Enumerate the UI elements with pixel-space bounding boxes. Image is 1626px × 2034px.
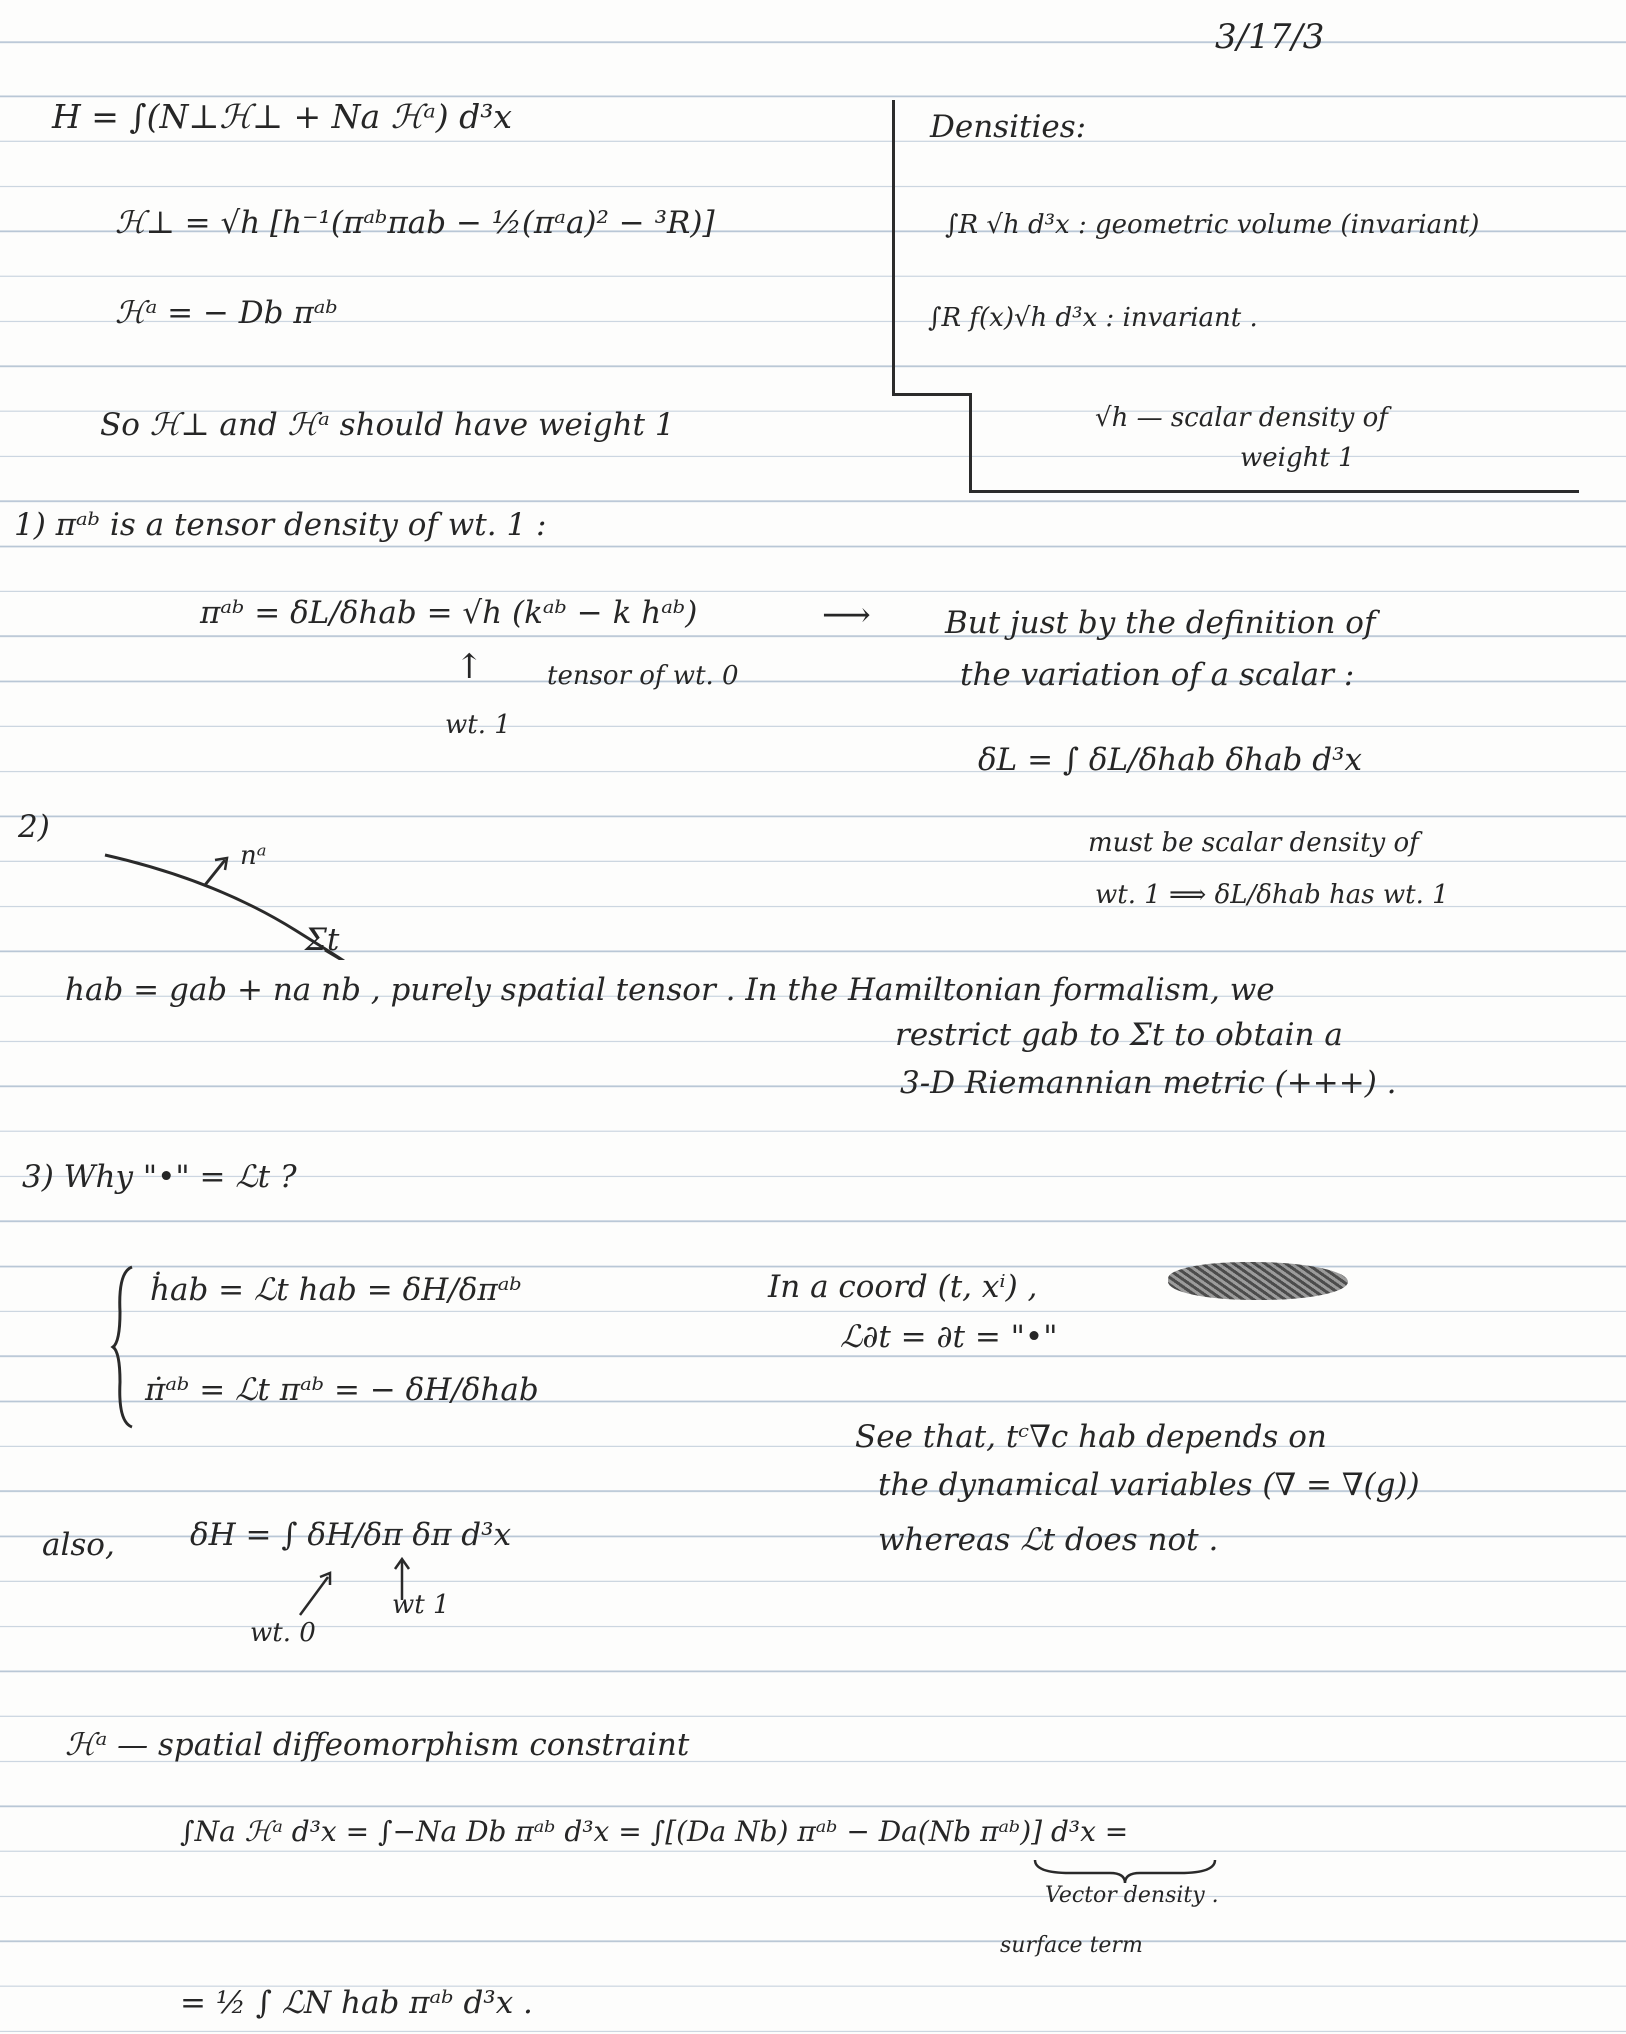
constraint-surface-note: surface term	[1000, 1933, 1143, 1958]
item3-question: 3) Why "•" = ℒt ?	[22, 1159, 297, 1195]
constraint-equation: ∫Na ℋᵃ d³x = ∫−Na Db πᵃᵇ d³x = ∫[(Da Nb) πᵃᵇ − Da(Nb πᵃᵇ)] d³x =	[180, 1815, 1129, 1848]
item3-see-line1: See that, tᶜ∇c hab depends on	[855, 1419, 1327, 1455]
densities-invariant-line: ∫R f(x)√h d³x : invariant .	[928, 303, 1258, 333]
vector-density-underbrace	[1030, 1855, 1220, 1885]
item3-eq2: π̇ᵃᵇ = ℒt πᵃᵇ = − δH/δhab	[145, 1372, 539, 1408]
item3-system-brace	[110, 1262, 140, 1432]
item2-normal-label: nᵃ	[240, 841, 267, 871]
h-a-equation: ℋᵃ = − Db πᵃᵇ	[115, 295, 338, 331]
densities-weight-line: weight 1	[1240, 443, 1355, 473]
item1-statement: 1) πᵃᵇ is a tensor density of wt. 1 :	[14, 507, 547, 543]
crossed-out-scribble	[1168, 1262, 1348, 1300]
item1-but-line1: But just by the definition of	[945, 605, 1376, 641]
item3-eq1: ḣab = ℒt hab = δH/δπᵃᵇ	[150, 1272, 522, 1308]
densities-box-step	[892, 393, 972, 396]
item1-must-line2: wt. 1 ⟹ δL/δhab has wt. 1	[1095, 880, 1449, 910]
item3-coord-eq: ℒ∂t = ∂t = "•"	[840, 1319, 1058, 1355]
item1-must-line1: must be scalar density of	[1088, 828, 1419, 858]
densities-scalar-line: √h — scalar density of	[1095, 403, 1388, 433]
item2-restrict-line: restrict gab to Σt to obtain a	[895, 1017, 1343, 1053]
item1-wt1-note: wt. 1	[445, 710, 511, 740]
item1-tensor-note: tensor of wt. 0	[547, 661, 739, 691]
densities-box-left-border	[892, 100, 895, 395]
constraint-final: = ½ ∫ ℒN hab πᵃᵇ d³x .	[180, 1985, 533, 2021]
densities-box-bottom-border	[969, 490, 1579, 493]
constraint-vector-note: Vector density .	[1045, 1883, 1219, 1908]
densities-heading: Densities:	[930, 109, 1087, 145]
item3-also-label: also,	[42, 1527, 115, 1563]
densities-box-inner-border	[969, 393, 972, 493]
item3-wt0-label: wt. 0	[250, 1618, 316, 1648]
item1-pi-equation: πᵃᵇ = δL/δhab = √h (kᵃᵇ − k hᵃᵇ)	[200, 595, 698, 631]
page-date: 3/17/3	[1215, 17, 1325, 57]
item3-see-line3: whereas ℒt does not .	[878, 1522, 1219, 1558]
hamiltonian-equation: H = ∫(N⊥ℋ⊥ + Na ℋᵃ) d³x	[52, 97, 513, 136]
item3-delta-h: δH = ∫ δH/δπ δπ d³x	[190, 1517, 512, 1553]
item2-surface-label: Σt	[305, 922, 340, 958]
item2-label: 2)	[18, 809, 50, 845]
item1-delta-l: δL = ∫ δL/δhab δhab d³x	[978, 742, 1363, 778]
constraint-heading: ℋᵃ — spatial diffeomorphism constraint	[65, 1727, 690, 1763]
item1-up-arrow: ↑	[455, 647, 484, 687]
item2-hab-line: hab = gab + na nb , purely spatial tensor . In the Hamiltonian formalism, we	[65, 972, 1275, 1008]
item3-see-line2: the dynamical variables (∇ = ∇(g))	[878, 1467, 1420, 1503]
densities-volume-line: ∫R √h d³x : geometric volume (invariant)	[945, 210, 1480, 240]
weight-note: So ℋ⊥ and ℋᵃ should have weight 1	[100, 407, 675, 443]
h-perp-equation: ℋ⊥ = √h [h⁻¹(πᵃᵇπab − ½(πᵃa)² − ³R)]	[115, 205, 715, 241]
item1-arrow: ⟶	[822, 595, 871, 635]
item3-coord-line: In a coord (t, xⁱ) ,	[768, 1269, 1038, 1305]
item1-but-line2: the variation of a scalar :	[960, 657, 1355, 693]
item3-wt1-label: wt 1	[392, 1590, 450, 1620]
item2-metric-line: 3-D Riemannian metric (+++) .	[900, 1065, 1397, 1101]
